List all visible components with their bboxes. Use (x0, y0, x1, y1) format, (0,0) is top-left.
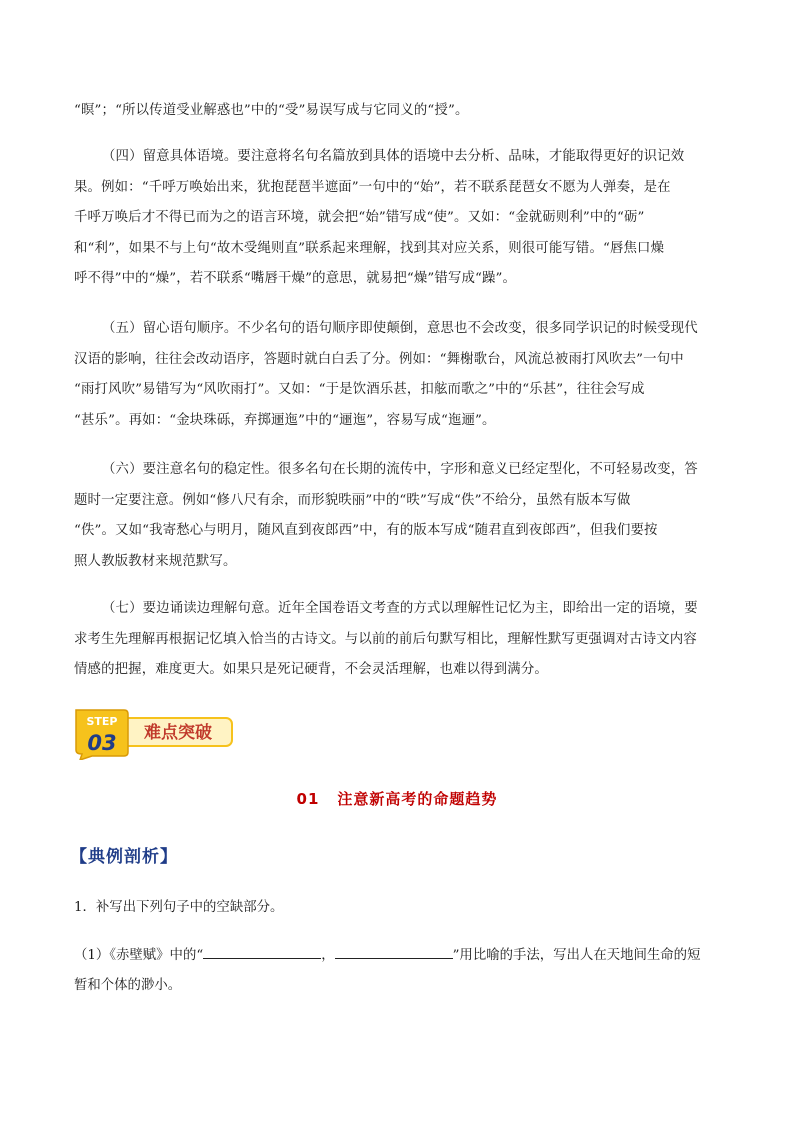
paragraph-5-word-order (74, 314, 722, 436)
paragraph-line: 汉语的影响，往往会改动语序，答题时就白白丢了分。例如：“舞榭歌台，风流总被雨打风吹去”一句中 (74, 351, 684, 367)
question-item-suffix: ”用比喻的手法，写出人在天地间生命的短 (452, 948, 701, 963)
question-item-separator: ， (321, 948, 335, 963)
section-heading (0, 788, 794, 809)
fill-blank-2[interactable] (335, 944, 453, 959)
paragraph-line: 题时一定要注意。例如“修八尺有余，而形貌昳丽”中的“昳”写成“佚”不给分，虽然有版本写做 (74, 492, 631, 508)
step-number: 03 (87, 731, 117, 755)
paragraph-7-understanding (74, 594, 722, 686)
step-label: STEP (86, 715, 118, 728)
question-item-1-continuation: 暂和个体的渺小。 (74, 978, 182, 993)
paragraph-line: 和“利”，如果不与上句“故木受绳则直”联系起来理解，找到其对应关系，则很可能写错。“唇焦口燥 (74, 240, 665, 256)
paragraph-line: （五）留心语句顺序。不少名句的语句顺序即使颠倒，意思也不会改变，很多同学识记的时候受现代 (102, 321, 698, 336)
paragraph-line: “甚乐”。再如：“金块珠砾，弃掷逦迤”中的“逦迤”，容易写成“迤逦”。 (74, 412, 496, 428)
fill-blank-1[interactable] (203, 944, 321, 959)
paragraph-line: “佚”。又如“我寄愁心与明月，随风直到夜郎西”中，有的版本写成“随君直到夜郎西”，但我们要按 (74, 523, 658, 538)
paragraph-line: 果。例如：“千呼万唤始出来，犹抱琵琶半遮面”一句中的“始”，若不联系琵琶女不愿为人弹奏，是在 (74, 179, 671, 195)
question-item-1 (74, 944, 700, 963)
example-analysis-title: 【典例剖析】 (70, 847, 178, 867)
paragraph-line: （六）要注意名句的稳定性。很多名句在长期的流传中，字形和意义已经定型化，不可轻易改变，答 (102, 462, 698, 477)
paragraph-line: （七）要边诵读边理解句意。近年全国卷语文考查的方式以理解性记忆为主，即给出一定的语境，要 (102, 601, 698, 616)
question-stem: 1．补写出下列句子中的空缺部分。 (74, 900, 284, 915)
step-title: 难点突破 (144, 723, 212, 743)
paragraph-0 (74, 96, 722, 127)
step-badge (72, 706, 236, 760)
paragraph-line: 呼不得”中的“燥”，若不联系“嘴唇干燥”的意思，就易把“燥”错写成“躁”。 (74, 271, 517, 286)
paragraph-line: 千呼万唤后才不得已而为之的语言环境，就会把“始”错写成“使”。又如：“金就砺则利”中的“砺” (74, 210, 645, 225)
paragraph-6-stability (74, 455, 722, 577)
paragraph-line: “雨打风吹”易错写为“风吹雨打”。又如：“于是饮酒乐甚，扣舷而歌之”中的“乐甚”，往往会写成 (74, 382, 645, 397)
paragraph-line: 情感的把握，难度更大。如果只是死记硬背，不会灵活理解，也难以得到满分。 (74, 662, 548, 677)
paragraph-line: “暝”；“所以传道受业解惑也”中的“受”易误写成与它同义的“授”。 (74, 103, 469, 118)
section-title: 注意新高考的命题趋势 (337, 790, 498, 808)
paragraph-4-context (74, 142, 722, 295)
paragraph-line: 求考生先理解再根据记忆填入恰当的古诗文。与以前的前后句默写相比，理解性默写更强调对古诗文内容 (74, 631, 697, 647)
paragraph-line: 照人教版教材来规范默写。 (74, 553, 237, 569)
paragraph-line: （四）留意具体语境。要注意将名句名篇放到具体的语境中去分析、品味，才能取得更好的识记效 (102, 149, 685, 164)
question-item-prefix: （1）《赤壁赋》中的“ (74, 948, 204, 963)
section-number: 01 (296, 790, 320, 808)
